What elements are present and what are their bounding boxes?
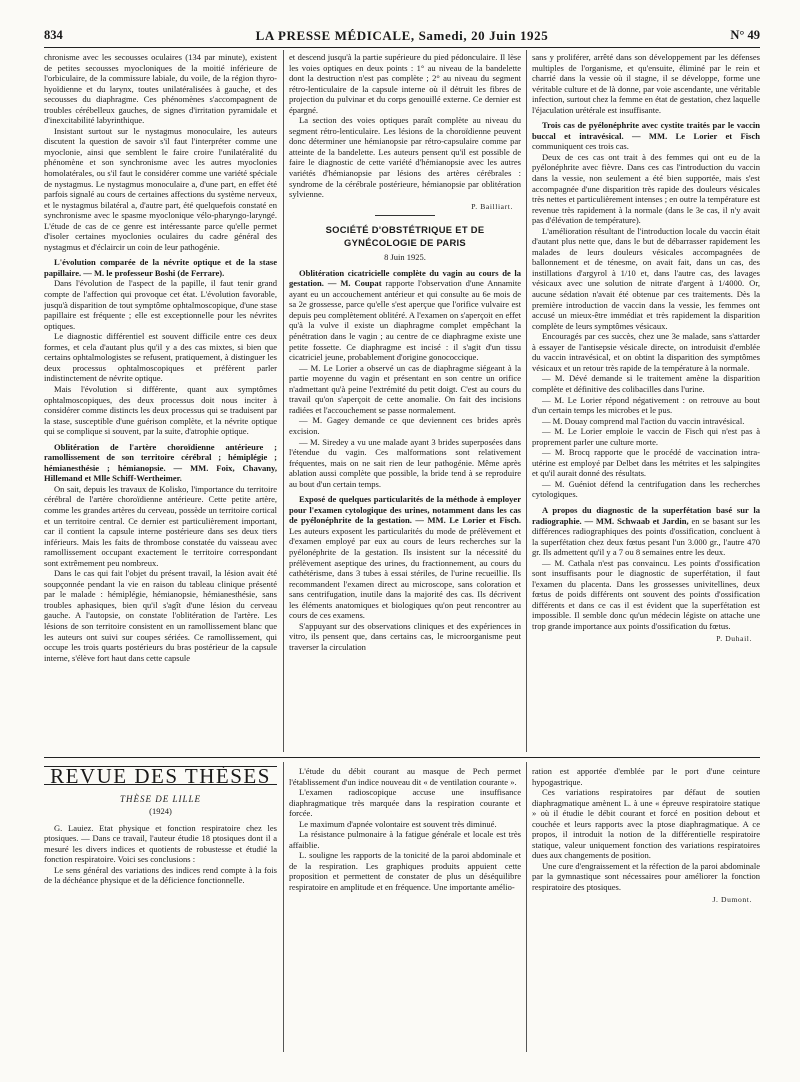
paragraph: chronisme avec les secousses oculaires (134 par minute), existent de petites secousses myocloniques de la moitié inférieure de l'orbiculaire, de la commissure labiale, du voile, de la région thyro-hyoïdienne et du larynx, toutes unilatéralisées à gauche, et des secousses du diaphragme. Ces phénomènes s'accompagnent de troubles cérébelleux gauches, de signes d'irritation pyramidale et d'inexcitabilité labyrinthique. [44,52,277,126]
paragraph: rapporte l'observation d'une Annamite ayant eu un accouchement antérieur et qui consulte au 6e mois de sa 2e grossesse, parce qu'elle s'est aperçue que l'orifice vulvaire est depuis peu complètement oblitéré. A l'examen on s'aperçoit en effet qu'à la vulve il existe un diaphragme complet empêchant la pénétration dans le vagin ; au centre de ce diaphragme existe une petite fossette. Ce diaphragme est incisé : il s'agit d'un tissu cicatriciel jeune, probablement d'origine gonococcique. [289,278,521,363]
article-heading: A propos du diagnostic de la superfétation basé sur la radiographie. — MM. Schwaab et Jardin, [532,504,760,526]
theses-column-3 [532,766,760,1066]
article-heading: Trois cas de pyélonéphrite avec cystite traités par le vaccin buccal et intravésical. — MM. Le Lorier et Fisch [532,120,760,141]
paragraph: L'étude du débit courant au masque de Pech permet l'établissement d'un indice nouveau dit « de ventilation courante ». [289,766,521,787]
issue-number: N° 49 [730,28,760,42]
paragraph: L. souligne les rapports de la tonicité de la paroi abdominale et de la respiration. Les graphiques produits appuient cette proposition et permettent de constater de plus un déséquilibre respiratoire en amplitude et en fréquence. Une importante amélio- [289,850,521,893]
paragraph: — M. Le Lorier emploie le vaccin de Fisch qui n'est pas à proprement parler une culture morte. [532,426,760,447]
article-heading: Oblitération de l'artère choroïdienne antérieure ; ramollissement de son territoire cérébral ; hémiplégie ; hémianesthésie ; hémianopsie. — MM. Foix, Chavany, Hillemand et Mlle Schiff-Wertheimer. [44,441,277,484]
paragraph: — M. Gagey demande ce que deviennent ces brides après excision. [289,415,521,436]
paragraph: Le diagnostic différentiel est souvent difficile entre ces deux formes, et cela d'autant plus qu'il y a des cas mixtes, si bien que certains ophtalmologistes se refusent, pratiquement, à distinguer les deux processus ophtalmoscopiques et préfèrent parler indistinctement de névrite optique. [44,331,277,384]
paragraph: Mais l'évolution si différente, quant aux symptômes ophtalmoscopiques, des deux processus doit nous inciter à considérer comme distincts les deux processus qui se traduisent par la stase, susceptible d'une guérison complète, et la névrite optique qui se complique si souvent, par la suite, d'atrophie optique. [44,383,277,437]
theses-section-title: REVUE DES THÈSES [44,766,277,785]
page-header [44,28,760,46]
article-column-2 [289,52,521,752]
column-divider-4 [526,762,527,1052]
paragraph: L'examen radioscopique accuse une insuffisance diaphragmatique très marquée dans la respiration courante et forcée. [289,787,521,819]
header-rule [44,47,760,48]
paragraph: — M. Dévé demande si le traitement amène la disparition complète et définitive des colibacilles dans l'urine. [532,373,760,394]
paragraph: Deux de ces cas ont trait à des femmes qui ont eu de la pyélonéphrite avec fièvre. Dans ces cas l'introduction du vaccin dans la vessie, non seulement a été bien supportée, mais s'est accompagnée d'une disparition très rapide des douleurs vésicales très nettes et particulièrement intenses ; en outre la température est revenue très rapidement à la normale (dans le 3e cas, il n'y avait pas d'élévation de température). [532,151,760,226]
paragraph: ration est apportée d'emblée par le port d'une ceinture hypogastrique. [532,766,760,787]
paragraph: — M. Siredey a vu une malade ayant 3 brides superposées dans l'étendue du vagin. Ces malformations sont relativement fréquentes, mais on ne sait rien de leur pathogénie. Même après ablation aussi complète que possible, la bride tend à se reproduire au bout d'un certain temps. [289,436,521,489]
paragraph: et descend jusqu'à la partie supérieure du pied pédonculaire. Il lèse les voies optiques en deux points : 1° au niveau de la bandelette dont la destruction n'est pas complète ; 2° au niveau du segment rétro-lenticulaire de la capsule interne où il détruit les fibres de projection du pulvinar et du corps genouillé externe. Ce dernier est épargné. [289,52,521,115]
section-rule [44,757,760,758]
column-divider-2 [526,50,527,752]
paragraph: Dans le cas qui fait l'objet du présent travail, la lésion avait été soupçonnée pendant la vie en raison du tableau clinique présenté par le malade : hémiplégie, hémianopsie, hémianesthésie, sans troubles aphasiques, bien qu'il s'agît d'une lésion du cerveau gauche. A l'autopsie, on constate l'oblitération de l'artère. Les lésions de son territoire consistent en un ramollissement blanc que les auteurs ont suivi sur coupes sériées. Ce ramollissement, qui occupe les trois quarts postérieurs du bras postérieur de la capsule interne, s'élève fort haut dans cette capsule [44,568,277,663]
paragraph: sans y proliférer, arrêté dans son développement par les défenses multiples de l'organisme, et qu'ensuite, éliminé par le rein et charrié dans la vessie où il stagne, il se développe, forme une véritable culture et de là donne, par voie ascendante, une véritable infection, surtout chez la femme en état de gestation, chez laquelle l'éjaculation urétérale est insuffisante. [532,52,760,115]
session-date: 8 Juin 1925. [384,252,426,263]
paragraph: Encouragés par ces succès, chez une 3e malade, sans s'attarder à essayer de l'antisepsie vésicale directe, on introduisit d'emblée du vaccin intravésical, et on obtint la disparition des symptômes vésicaux et un retour très rapide de la température à la normale. [532,331,760,373]
paragraph: La section des voies optiques paraît complète au niveau du segment rétro-lenticulaire. Les lésions de la choroïdienne peuvent donc déterminer une hémianopsie par rétro-capsulaire comme par atteinte de la bandelette. Les auteurs pensent qu'il est possible de faire le diagnostic de cette variété d'hémianopsie avec les autres variétés d'hémianopsie par lésions des artères cérébrales : syndrome de la cérébrale postérieure, hémianopsie par oblitération sylvienne. [289,115,521,200]
article-column-1 [44,52,277,752]
author-signature: J. Dumont. [712,894,752,904]
paragraph: — M. Brocq rapporte que le procédé de vaccination intra-utérine est employé par Delbet dans les métrites et les salpingites et qu'il aurait donné des résultats. [532,447,760,479]
paragraph: Insistant surtout sur le nystagmus monoculaire, les auteurs discutent la question de savoir s'il faut l'interpréter comme une myoclonie, ainsi que semblent le faire croire l'unilatéralité du phénomène et son synchronisme avec les autres myoclonies homolatérales, ou s'il faut le considérer comme une variété spéciale de nystagmus. Le nystagmus monoculaire a, d'une part, en effet été parfois signalé au cours de certaines affections du système nerveux, et le nystagmus bilatéral a, d'autre part, été quelquefois constaté en synchronisme avec le spasme myoclonique vélo-pharyngo-laryngé. L'étude de cas de ce genre est intéressante parce qu'elle permet d'isoler certaines myoclonies oculaires du cadre général des nystagmus et d'éclaircir un coin de leur pathogénie. [44,125,277,252]
section-separator [375,215,435,216]
paragraph: Dans l'évolution de l'aspect de la papille, il faut tenir grand compte de l'affection qui provoque cet état. L'évolution favorable, jusqu'à disparition de tout symptôme ophtalmoscopique, d'une stase papillaire est fréquente ; elle est exceptionnelle pour les névrites optiques. [44,278,277,331]
theses-column-1 [44,766,277,1066]
paragraph: On sait, depuis les travaux de Kolisko, l'importance du territoire cérébral de l'artère choroïdienne antérieure. Cette petite artère, comme les grandes artères du cerveau, possède un territoire cortical et un territoire central. Ce dernier est particulièrement important, car il contient la capsule interne postérieure dans ses deux tiers inférieurs. Mais les faits de thrombose constatée du vaisseau avec ramollissement occupant exactement le territoire correspondant sont extrêmement peu nombreux. [44,483,277,568]
paragraph: S'appuyant sur des observations cliniques et des expériences in vitro, ils pensent que, dans certains cas, le microorganisme peut traverser la circulation [289,620,521,652]
paragraph: La résistance pulmonaire à la fatigue générale et locale est très affaiblie. [289,829,521,850]
page-number: 834 [44,28,63,42]
paragraph: communiquent ces trois cas. [532,141,629,152]
author-signature: P. Bailliart. [471,201,513,211]
paragraph: — M. Le Lorier répond négativement : on retrouve au bout d'un certain temps les microbes et le pus. [532,394,760,416]
column-divider-3 [283,762,284,1052]
author-signature: P. Duhail. [716,633,752,643]
article-heading: L'évolution comparée de la névrite optique et de la stase papillaire. — M. le professeur Boshi (de Ferrare). [44,257,277,278]
society-heading: SOCIÉTÉ D'OBSTÉTRIQUE ET DE GYNÉCOLOGIE DE PARIS [325,224,485,248]
theses-column-2 [289,766,521,1066]
paragraph: Le sens général des variations des indices rend compte à la fois de la déchéance physique et de la déficience fonctionnelle. [44,864,277,886]
column-divider-1 [283,50,284,752]
article-heading: Exposé de quelques particularités de la méthode à employer pour l'examen cytologique des urines, notamment dans les cas de pyélonéphrite de la gestation. — MM. Le Lorier et Fisch. [289,494,521,526]
thesis-subtitle: THÈSE DE LILLE [119,793,201,804]
paragraph: Une cure d'engraissement et la réfection de la paroi abdominale par la gymnastique sont nécessaires pour améliorer la fonction respiratoire des ptosiques. [532,860,760,893]
journal-title: LA PRESSE MÉDICALE, Samedi, 20 Juin 1925 [255,28,549,43]
thesis-year: (1924) [149,806,172,817]
paragraph: — M. Cathala n'est pas convaincu. Les points d'ossification sont insuffisants pour le diagnostic de superfétation, il faut l'examen du placenta. Dans les grossesses univitellines, deux fœtus de poids différents ont souvent des points d'ossification différents et dans ce cas il est évident que la superfétation est impossible. Il semble donc qu'un médecin légiste on attache une trop grande importance aux points d'ossification du fœtus. [532,557,760,631]
paragraph: — M. Guéniot défend la centrifugation dans les recherches cytologiques. [532,478,760,500]
paragraph: Ces variations respiratoires par défaut de soutien diaphragmatique amènent L. à une « épreuve respiratoire statique » où il étudie le débit courant et forcé en position debout et couchée et leurs rapports avec la ptose diaphragmatique. A ce propos, il introduit la notion de la différentielle respiratoire statique, valeur uniquement fonction des variations respiratoires dues aux changements de position. [532,787,760,861]
paragraph: Le maximum d'apnée volontaire est souvent très diminué. [299,818,497,829]
paragraph: — M. Le Lorier a observé un cas de diaphragme siégeant à la partie moyenne du vagin et présentant en son centre un orifice n'admettant qu'à peine l'extrémité du petit doigt. C'est au cours du travail qu'on s'aperçoit de cette anomalie. On fait des incisions radiées et l'accouchement se passe normalement. [289,362,521,415]
paragraph: — M. Douay comprend mal l'action du vaccin intravésical. [542,415,745,426]
paragraph: G. Lauiez. Etat physique et fonction respiratoire chez les ptosiques. — Dans ce travail, l'auteur étudie 18 ptosiques dont il a mesuré les divers indices et quotients de robustesse et étudié la fonction respiratoire. Voici ses conclusions : [44,822,277,865]
article-heading: Oblitération cicatricielle complète du vagin au cours de la gestation. — M. Coupat [289,267,521,289]
paragraph: L'amélioration résultant de l'introduction locale du vaccin était d'autant plus nette que, dans le but de débarrasser rapidement les malades de leurs douleurs vésicales accompagnées de ballonnement et de ténesme, on avait fait, dans un cas, des instillations d'argyrol à 1/10 et, dans l'autre cas, des lavages vésicaux avec une solution de nitrate d'argent à 1/4000. Or, aucune sédation n'avait été obtenue par ces traitements. Dès la première introduction de vaccin dans la vessie, les femmes ont accusé un mieux-être immédiat et très rapidement la disparition complète de leurs symptômes vésicaux. [532,225,760,331]
paragraph: en se basant sur les différences radiographiques des points d'ossification, concluent à la superfétation chez deux fœtus pesant l'un 3.000 gr., l'autre 470 gr. Ils admettent qu'il y a 7 ou 8 semaines entre les deux. [532,515,760,558]
article-column-3 [532,52,760,752]
paragraph: Les auteurs exposent les particularités du mode de prélèvement et d'examen employé par eux au cours de leurs recherches sur la pyélonéphrite de la gestation. Ils insistent sur la nécessité du prélèvement aseptique des urines, du fractionnement, au cours du cathétérisme, dans 3 tubes à essai stériles, de l'urine recueillie. Ils recommandent l'examen direct au microscope, sans coloration et sans centrifugation, inutile dans la majorité des cas. Ils décrivent les éléments anatomiques et biologiques qu'on peut rencontrer au cours de ces examens. [289,525,521,621]
